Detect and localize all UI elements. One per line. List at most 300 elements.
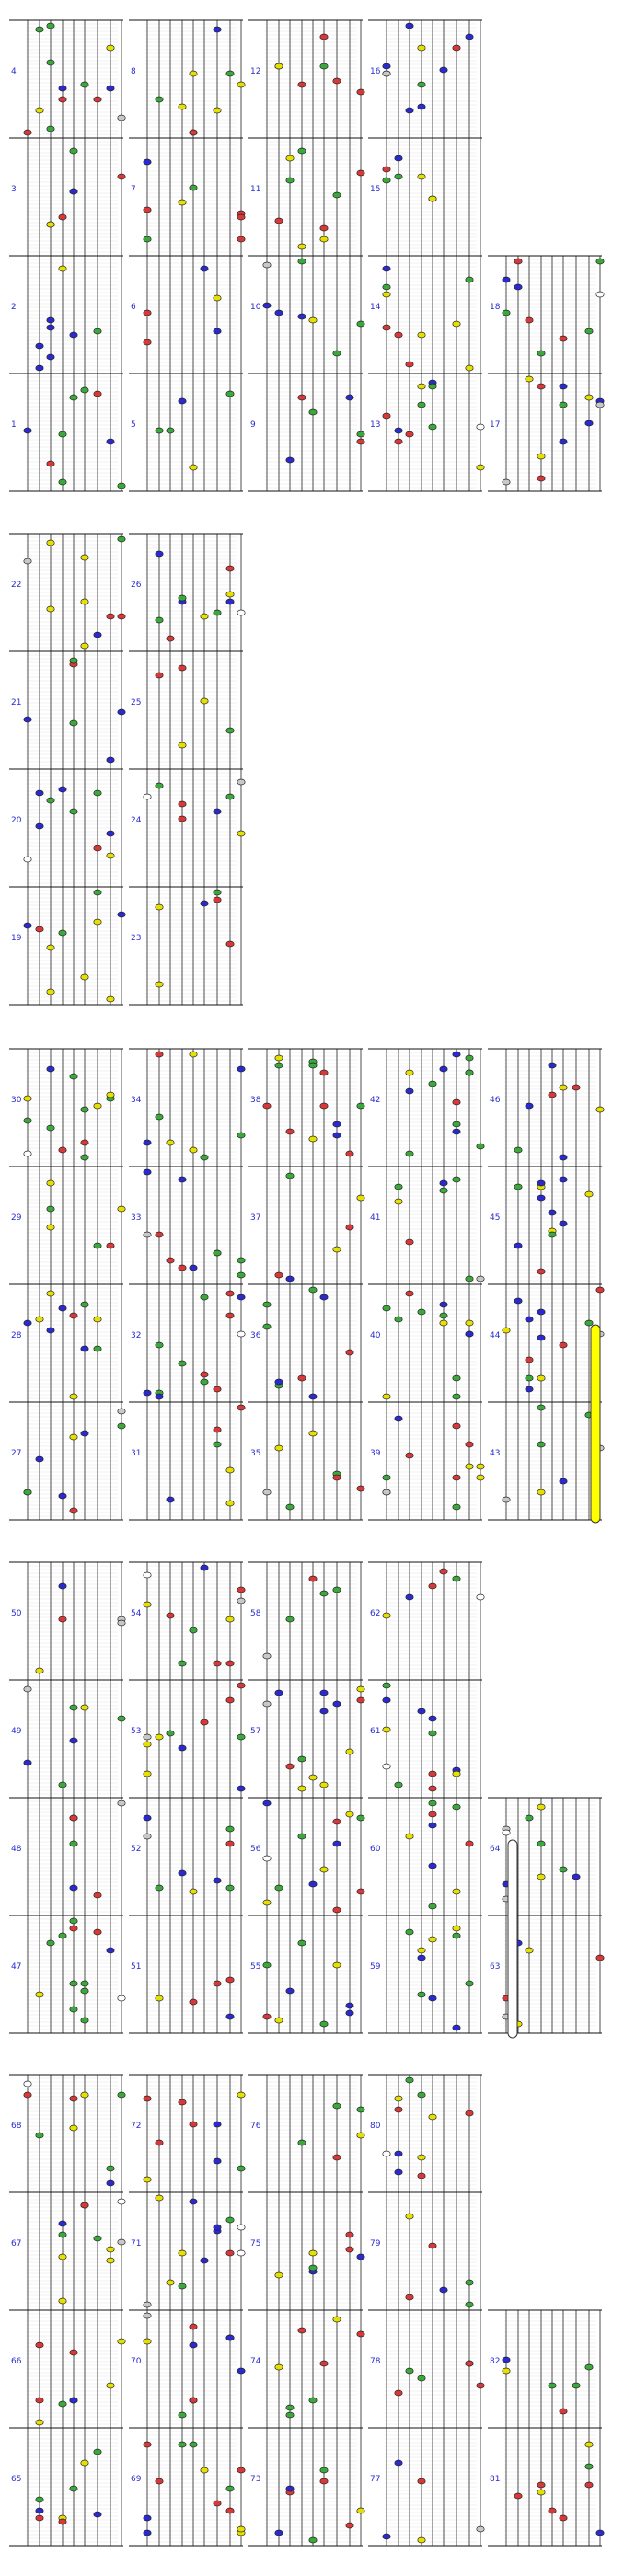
chart-column [9, 1049, 125, 1520]
note [226, 2217, 234, 2223]
note [94, 1103, 101, 1109]
note [70, 720, 77, 726]
note [81, 555, 88, 560]
note [70, 1885, 77, 1891]
note [537, 1335, 545, 1340]
note [201, 2258, 208, 2263]
note [144, 207, 151, 213]
note [190, 1627, 197, 1633]
note [560, 1177, 567, 1182]
note [263, 1103, 271, 1109]
note [263, 1800, 271, 1806]
note [429, 1863, 436, 1869]
note [383, 1394, 390, 1399]
note [549, 1092, 556, 1098]
note [263, 303, 271, 308]
note [107, 45, 114, 51]
measure-number: 29 [11, 1213, 22, 1223]
note [144, 1572, 151, 1578]
note [514, 259, 522, 264]
note [107, 2166, 114, 2171]
note [190, 185, 197, 190]
note [418, 2173, 425, 2179]
note [263, 1701, 271, 1707]
note [107, 831, 114, 836]
note [320, 1591, 328, 1596]
note [395, 155, 402, 161]
note [418, 2375, 425, 2381]
note [167, 1613, 174, 1618]
note [275, 1063, 283, 1068]
note [226, 1616, 234, 1622]
note [237, 1587, 245, 1593]
note [333, 1121, 341, 1127]
note [237, 2092, 245, 2098]
measure-number: 51 [131, 1962, 142, 1972]
note [59, 2298, 66, 2304]
note [560, 336, 567, 341]
note [156, 783, 163, 788]
note [286, 1988, 294, 1994]
note [395, 439, 402, 444]
note [263, 1302, 271, 1307]
measure-number: 37 [250, 1213, 261, 1223]
note [320, 63, 328, 69]
note [309, 2250, 317, 2256]
note [237, 1272, 245, 1278]
note [263, 1489, 271, 1495]
note [237, 1066, 245, 1072]
note [346, 395, 353, 400]
note [429, 384, 436, 389]
measure-number: 32 [131, 1331, 142, 1340]
chart-column [9, 1562, 125, 2033]
note [357, 439, 364, 444]
note [275, 1272, 283, 1278]
measure-number: 61 [370, 1727, 381, 1736]
note [144, 2442, 151, 2447]
note [537, 476, 545, 481]
note [214, 1878, 221, 1883]
note [560, 1478, 567, 1484]
note [418, 384, 425, 389]
note [59, 1933, 66, 1938]
note [190, 71, 197, 76]
note [179, 104, 186, 109]
note [596, 1287, 604, 1293]
note [107, 2383, 114, 2388]
note [286, 155, 294, 161]
note [572, 1085, 580, 1090]
note [118, 1995, 125, 2001]
note [406, 2077, 413, 2083]
note [514, 2493, 522, 2499]
note [357, 1889, 364, 1894]
measure-number: 36 [250, 1331, 261, 1340]
note [526, 1386, 533, 1392]
note [357, 1486, 364, 1491]
measure-number: 55 [250, 1962, 261, 1972]
note [237, 236, 245, 242]
note [346, 1350, 353, 1355]
note [237, 2250, 245, 2256]
note [59, 86, 66, 91]
note [214, 2225, 221, 2230]
note [118, 1423, 125, 1429]
chart-column [129, 1049, 245, 1520]
note [333, 1962, 341, 1968]
note [309, 2265, 317, 2271]
note [59, 1616, 66, 1622]
note [81, 82, 88, 87]
note [156, 1995, 163, 2001]
note [226, 1467, 234, 1473]
note [477, 1475, 484, 1480]
note [537, 1180, 545, 1186]
note [585, 328, 593, 334]
measure-number: 22 [11, 581, 22, 590]
note [263, 2014, 271, 2019]
note [47, 606, 54, 612]
note [226, 391, 234, 397]
note [118, 614, 125, 619]
note [107, 2180, 114, 2186]
note [406, 1834, 413, 1839]
note [357, 2331, 364, 2337]
note [429, 1081, 436, 1087]
note [190, 2122, 197, 2127]
note [226, 1313, 234, 1318]
note [190, 1052, 197, 1057]
note [406, 1151, 413, 1156]
note [237, 2526, 245, 2532]
note [429, 1771, 436, 1777]
note [466, 1464, 473, 1469]
note [156, 2478, 163, 2484]
chart-column [488, 2310, 604, 2546]
note [526, 376, 533, 382]
measure-number: 21 [11, 698, 22, 707]
note [201, 1379, 208, 1385]
note [179, 2283, 186, 2289]
note [383, 1727, 390, 1732]
note [118, 483, 125, 489]
chart-column [488, 256, 604, 491]
note [201, 698, 208, 704]
note [81, 2092, 88, 2098]
note [36, 2508, 43, 2513]
note [226, 1841, 234, 1846]
note [320, 1867, 328, 1872]
note [190, 1889, 197, 1894]
note [107, 86, 114, 91]
note [298, 1940, 306, 1946]
note [36, 2342, 43, 2348]
note [440, 1066, 447, 1072]
note [81, 1431, 88, 1436]
note [275, 1379, 283, 1385]
note [395, 1416, 402, 1421]
note [298, 2328, 306, 2333]
note [333, 1133, 341, 1138]
note [237, 2166, 245, 2171]
measure-number: 65 [11, 2475, 22, 2484]
note [190, 465, 197, 470]
note [118, 174, 125, 179]
note [156, 2195, 163, 2201]
note [514, 1184, 522, 1190]
note [214, 1442, 221, 1447]
note [275, 1690, 283, 1696]
note [537, 1442, 545, 1447]
note [70, 658, 77, 663]
note [346, 1151, 353, 1156]
note [201, 266, 208, 271]
note [24, 1489, 31, 1495]
note [107, 996, 114, 1002]
note [333, 2317, 341, 2322]
note [70, 2007, 77, 2012]
note [179, 1661, 186, 1666]
note [24, 717, 31, 722]
note [59, 930, 66, 936]
note [144, 310, 151, 316]
note [298, 395, 306, 400]
note [47, 1180, 54, 1186]
note [357, 1815, 364, 1821]
note [298, 1756, 306, 1762]
note [81, 599, 88, 604]
note [107, 2247, 114, 2252]
note [179, 816, 186, 822]
note [418, 402, 425, 408]
note [440, 1320, 447, 1326]
note [596, 1107, 604, 1112]
note [383, 2534, 390, 2539]
note [429, 1731, 436, 1736]
note [383, 266, 390, 271]
note [453, 1375, 460, 1381]
note [418, 2155, 425, 2160]
note [298, 1834, 306, 1839]
note [226, 941, 234, 947]
note [179, 1361, 186, 1366]
note [214, 2501, 221, 2506]
note [429, 1903, 436, 1909]
note [286, 2405, 294, 2410]
note [346, 2010, 353, 2016]
note [560, 384, 567, 389]
measure-number: 57 [250, 1727, 261, 1736]
note [418, 2092, 425, 2098]
note [47, 325, 54, 330]
note [201, 614, 208, 619]
measure-number: 28 [11, 1331, 22, 1340]
note [36, 1668, 43, 1673]
measure-number: 2 [11, 303, 17, 312]
note [477, 465, 484, 470]
note [214, 1981, 221, 1986]
note [549, 2508, 556, 2513]
note [47, 798, 54, 803]
chart-column [129, 534, 245, 1005]
note [70, 189, 77, 194]
note [418, 104, 425, 109]
note [179, 1745, 186, 1751]
note [453, 1121, 460, 1127]
note [333, 351, 341, 356]
measure-number: 19 [11, 934, 22, 943]
note [275, 2530, 283, 2536]
chart-column [368, 20, 484, 491]
note [466, 1070, 473, 1075]
note [107, 439, 114, 444]
note [144, 1169, 151, 1175]
note [406, 1291, 413, 1296]
measure-number: 49 [11, 1727, 22, 1736]
note [357, 2133, 364, 2138]
measure-number: 11 [250, 185, 261, 194]
note [466, 2280, 473, 2285]
note [81, 1155, 88, 1160]
note [214, 1386, 221, 1392]
note [144, 1815, 151, 1821]
measure-number: 75 [250, 2239, 261, 2248]
note [309, 1287, 317, 1293]
note [418, 82, 425, 87]
note [383, 178, 390, 183]
note [107, 2258, 114, 2263]
note [383, 1697, 390, 1703]
note [214, 295, 221, 301]
note [36, 2497, 43, 2502]
note [226, 592, 234, 597]
note [156, 551, 163, 557]
note [214, 328, 221, 334]
measure-number: 24 [131, 816, 142, 825]
note [24, 857, 31, 862]
measure-number: 25 [131, 698, 142, 707]
measure-number: 3 [11, 185, 17, 194]
note [320, 1070, 328, 1075]
note [585, 1191, 593, 1197]
note [226, 1977, 234, 1983]
note [94, 1317, 101, 1322]
note [94, 1346, 101, 1351]
note [70, 2096, 77, 2101]
note [418, 1948, 425, 1953]
note [357, 2508, 364, 2513]
note [466, 2361, 473, 2366]
note [429, 1583, 436, 1589]
note [585, 2364, 593, 2370]
note [118, 536, 125, 542]
note [179, 200, 186, 205]
note [237, 779, 245, 785]
note [560, 1085, 567, 1090]
note [537, 1269, 545, 1274]
note [47, 1940, 54, 1946]
note [275, 2364, 283, 2370]
note [395, 332, 402, 338]
note [466, 1442, 473, 1447]
note [24, 1760, 31, 1765]
chart-column [9, 2075, 125, 2546]
note [453, 1926, 460, 1931]
note [59, 214, 66, 220]
measure-number: 38 [250, 1096, 261, 1105]
note [418, 1992, 425, 1997]
note [453, 1052, 460, 1057]
note [59, 1305, 66, 1311]
note [357, 2254, 364, 2260]
note [466, 365, 473, 371]
note [453, 1504, 460, 1510]
note [36, 926, 43, 932]
note [190, 2199, 197, 2204]
note [275, 1885, 283, 1891]
note [503, 2368, 510, 2374]
chart-column [488, 1798, 604, 2033]
measure-number: 20 [11, 816, 22, 825]
note [47, 1225, 54, 1230]
note [107, 1948, 114, 1953]
note [226, 1501, 234, 1506]
note [190, 1999, 197, 2005]
note [429, 424, 436, 430]
note [81, 2460, 88, 2466]
measure-number: 69 [131, 2475, 142, 2484]
note [440, 2287, 447, 2293]
note [453, 1423, 460, 1429]
note [429, 1995, 436, 2001]
note [406, 1070, 413, 1075]
note [59, 787, 66, 792]
note [24, 1320, 31, 1326]
note [466, 1981, 473, 1986]
note [70, 148, 77, 154]
note [383, 1305, 390, 1311]
note [320, 2478, 328, 2484]
note [560, 402, 567, 408]
note [320, 1294, 328, 1300]
note [226, 1291, 234, 1296]
measure-number: 41 [370, 1213, 381, 1223]
note [346, 2003, 353, 2008]
note [383, 2151, 390, 2156]
note [346, 1811, 353, 1817]
measure-number: 71 [131, 2239, 142, 2248]
measure-number: 62 [370, 1609, 381, 1618]
note [201, 1719, 208, 1725]
note [47, 1206, 54, 1212]
measure-number: 58 [250, 1609, 261, 1618]
note [179, 1177, 186, 1182]
chart-column [129, 1562, 245, 2033]
note [226, 794, 234, 799]
note [263, 1324, 271, 1329]
note [418, 45, 425, 51]
note [36, 823, 43, 829]
note [70, 2486, 77, 2491]
chart-column [248, 2075, 364, 2546]
note [320, 236, 328, 242]
measure-number: 13 [370, 420, 381, 430]
measure-number: 7 [131, 185, 136, 194]
note [144, 2096, 151, 2101]
note [596, 292, 604, 297]
note [549, 1210, 556, 1215]
